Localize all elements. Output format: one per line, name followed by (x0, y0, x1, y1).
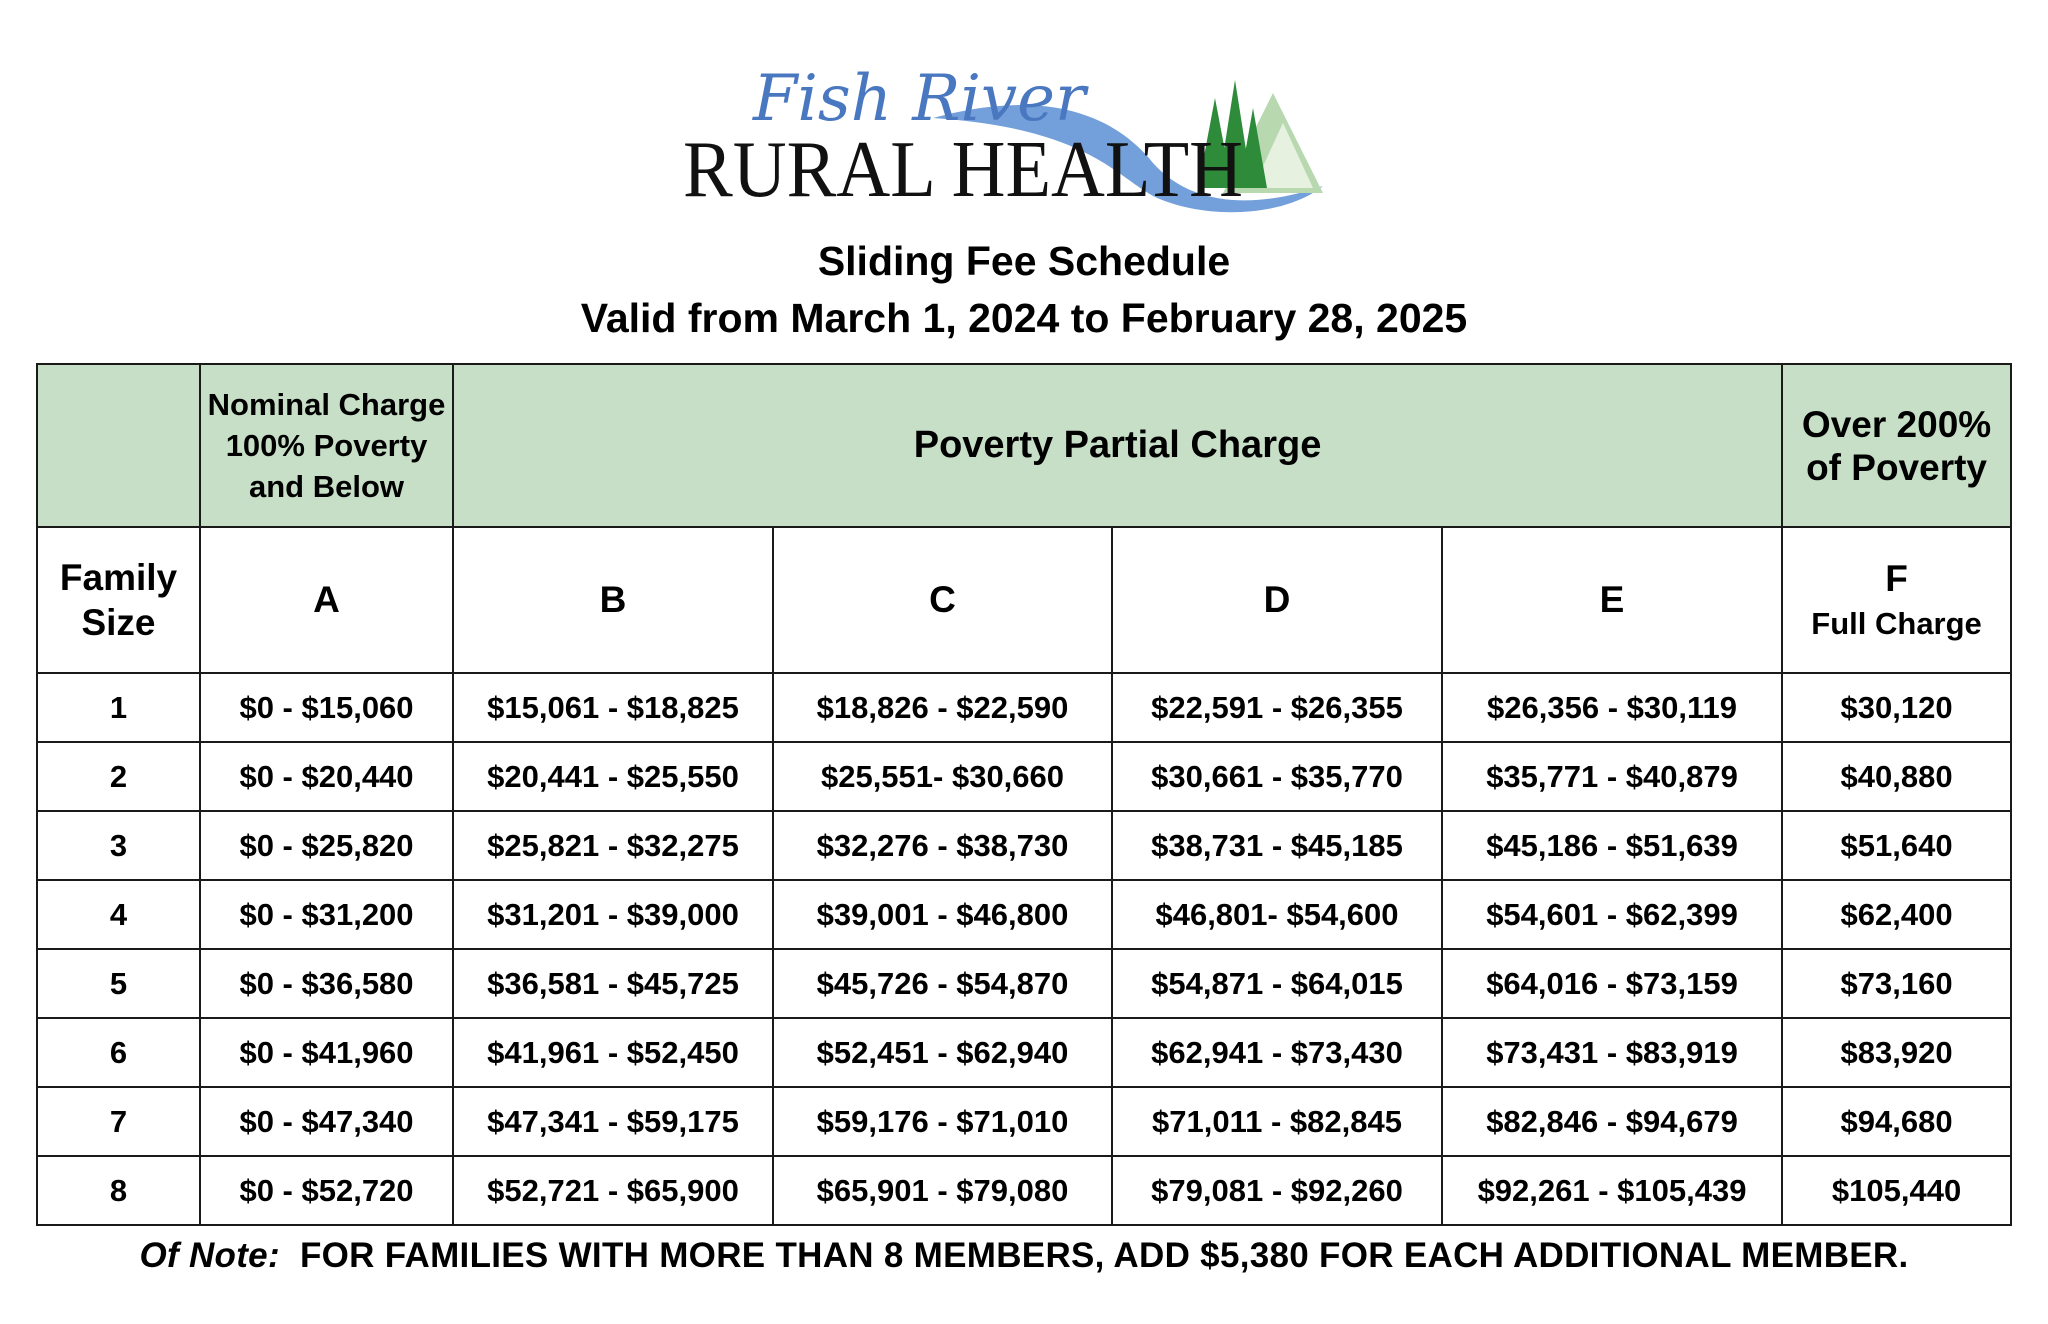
validity-date-range: Valid from March 1, 2024 to February 28, 2025 (580, 295, 1468, 341)
fee-cell: $22,591 - $26,355 (1112, 673, 1442, 742)
table-row (37, 742, 2011, 811)
fee-cell: $105,440 (1782, 1156, 2011, 1225)
family-size-cell: 8 (37, 1156, 200, 1225)
family-size-cell: 1 (37, 673, 200, 742)
fee-cell: $73,431 - $83,919 (1442, 1018, 1782, 1087)
column-a: A (200, 527, 453, 673)
fee-cell: $18,826 - $22,590 (773, 673, 1112, 742)
fish-river-rural-health-logo (683, 68, 1343, 218)
family-size-cell: 3 (37, 811, 200, 880)
fee-cell: $65,901 - $79,080 (773, 1156, 1112, 1225)
band-empty-cell (37, 364, 200, 527)
logo-main-text: RURAL HEALTH (683, 126, 1243, 214)
fee-cell: $59,176 - $71,010 (773, 1087, 1112, 1156)
column-family-size: Family Size (37, 527, 200, 673)
fee-cell: $15,061 - $18,825 (453, 673, 773, 742)
fee-cell: $31,201 - $39,000 (453, 880, 773, 949)
fee-cell: $0 - $31,200 (200, 880, 453, 949)
family-size-cell: 5 (37, 949, 200, 1018)
logo-script-text: Fish River (753, 68, 1086, 136)
band-nominal-charge: Nominal Charge 100% Poverty and Below (200, 364, 453, 527)
fee-cell: $41,961 - $52,450 (453, 1018, 773, 1087)
footnote-text: FOR FAMILIES WITH MORE THAN 8 MEMBERS, ADD $5,380 FOR EACH ADDITIONAL MEMBER. (299, 1236, 1909, 1275)
table-row (37, 880, 2011, 949)
fee-cell: $20,441 - $25,550 (453, 742, 773, 811)
column-b: B (453, 527, 773, 673)
fee-cell: $92,261 - $105,439 (1442, 1156, 1782, 1225)
fee-cell: $26,356 - $30,119 (1442, 673, 1782, 742)
footnote-label: Of Note: (139, 1236, 280, 1275)
fee-cell: $79,081 - $92,260 (1112, 1156, 1442, 1225)
fee-cell: $32,276 - $38,730 (773, 811, 1112, 880)
page-title: Sliding Fee Schedule (817, 238, 1231, 284)
fee-cell: $62,941 - $73,430 (1112, 1018, 1442, 1087)
fee-cell: $30,120 (1782, 673, 2011, 742)
fee-cell: $83,920 (1782, 1018, 2011, 1087)
family-size-cell: 6 (37, 1018, 200, 1087)
sliding-fee-table (36, 363, 2012, 1226)
family-size-cell: 7 (37, 1087, 200, 1156)
band-header-row (37, 364, 2011, 527)
fee-cell: $25,821 - $32,275 (453, 811, 773, 880)
table-row (37, 673, 2011, 742)
table-row (37, 949, 2011, 1018)
fee-cell: $0 - $20,440 (200, 742, 453, 811)
fee-cell: $54,871 - $64,015 (1112, 949, 1442, 1018)
footnote (0, 1236, 2048, 1276)
fee-cell: $38,731 - $45,185 (1112, 811, 1442, 880)
fee-cell: $71,011 - $82,845 (1112, 1087, 1442, 1156)
fee-cell: $82,846 - $94,679 (1442, 1087, 1782, 1156)
table-row (37, 1087, 2011, 1156)
fee-cell: $46,801- $54,600 (1112, 880, 1442, 949)
fee-cell: $0 - $25,820 (200, 811, 453, 880)
fee-cell: $45,186 - $51,639 (1442, 811, 1782, 880)
column-f: F Full Charge (1782, 527, 2011, 673)
fee-cell: $30,661 - $35,770 (1112, 742, 1442, 811)
fee-cell: $36,581 - $45,725 (453, 949, 773, 1018)
fee-cell: $47,341 - $59,175 (453, 1087, 773, 1156)
fee-cell: $45,726 - $54,870 (773, 949, 1112, 1018)
fee-cell: $54,601 - $62,399 (1442, 880, 1782, 949)
table-row (37, 1156, 2011, 1225)
table-row (37, 811, 2011, 880)
fee-cell: $64,016 - $73,159 (1442, 949, 1782, 1018)
fee-cell: $52,721 - $65,900 (453, 1156, 773, 1225)
fee-cell: $51,640 (1782, 811, 2011, 880)
column-f-subtitle: Full Charge (1811, 606, 1982, 641)
fee-cell: $25,551- $30,660 (773, 742, 1112, 811)
fee-cell: $62,400 (1782, 880, 2011, 949)
column-e: E (1442, 527, 1782, 673)
fee-cell: $0 - $36,580 (200, 949, 453, 1018)
table-row (37, 1018, 2011, 1087)
band-over-200: Over 200% of Poverty (1782, 364, 2011, 527)
fee-cell: $73,160 (1782, 949, 2011, 1018)
family-size-cell: 4 (37, 880, 200, 949)
fee-cell: $0 - $15,060 (200, 673, 453, 742)
column-header-row (37, 527, 2011, 673)
column-c: C (773, 527, 1112, 673)
family-size-cell: 2 (37, 742, 200, 811)
band-partial-charge: Poverty Partial Charge (453, 364, 1782, 527)
fee-cell: $39,001 - $46,800 (773, 880, 1112, 949)
fee-cell: $94,680 (1782, 1087, 2011, 1156)
fee-cell: $0 - $47,340 (200, 1087, 453, 1156)
fee-cell: $40,880 (1782, 742, 2011, 811)
fee-cell: $35,771 - $40,879 (1442, 742, 1782, 811)
fee-cell: $0 - $41,960 (200, 1018, 453, 1087)
column-d: D (1112, 527, 1442, 673)
fee-cell: $0 - $52,720 (200, 1156, 453, 1225)
fee-cell: $52,451 - $62,940 (773, 1018, 1112, 1087)
